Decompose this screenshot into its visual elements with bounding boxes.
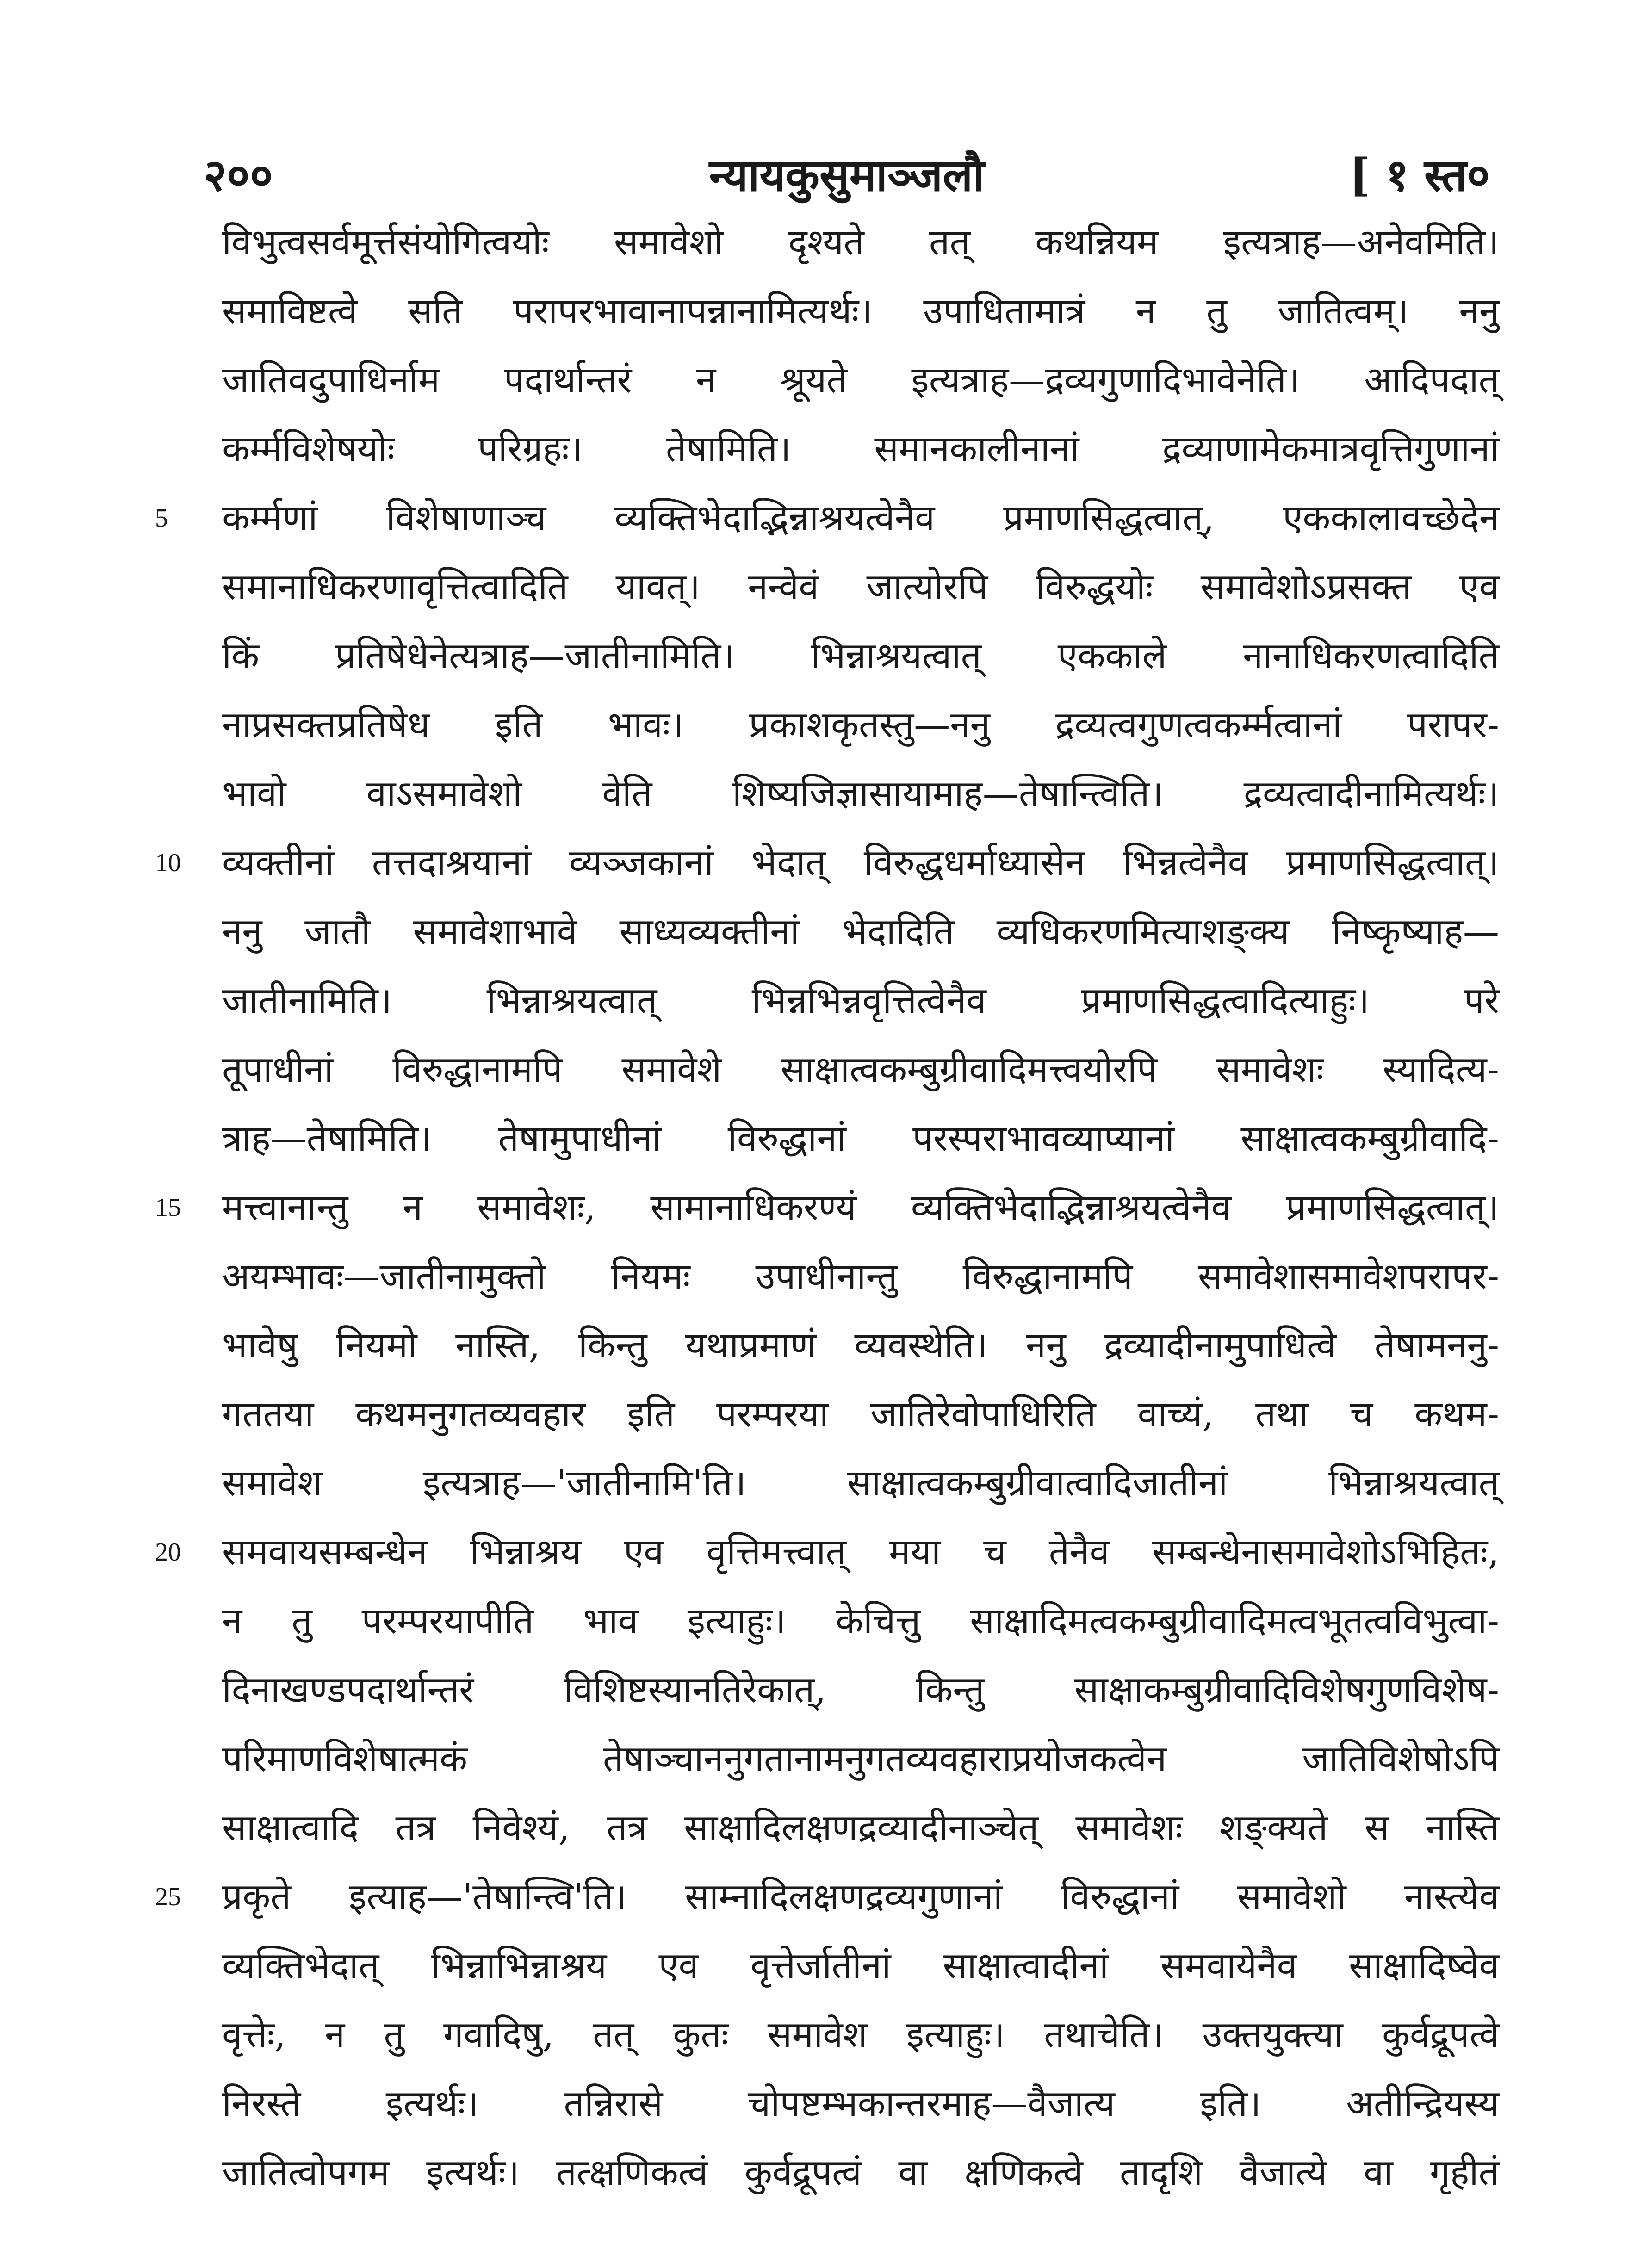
text-line: 5 कर्म्मणां विशेषाणाञ्च व्यक्तिभेदाद्भिन्नाश्रयत्वेनैव प्रमाणसिद्धत्वात्, एककालावच्छेदेन [222, 484, 1499, 553]
text-line: अयम्भावः—जातीनामुक्तो नियमः उपाधीनान्तु विरुद्धानामपि समावेशासमावेशपरापर- [222, 1256, 1499, 1297]
section-marker: [ १ स्त० [1349, 149, 1490, 201]
line-number: 5 [155, 504, 168, 533]
text-line: नाप्रसक्तप्रतिषेध इति भावः। प्रकाशकृतस्तु—ननु द्रव्यत्वगुणत्वकर्म्मत्वानां परापर- [222, 704, 1499, 746]
text-line: जातिवदुपाधिर्नाम पदार्थान्तरं न श्रूयते इत्यत्राह—द्रव्यगुणादिभावेनेति। आदिपदात् [222, 359, 1499, 401]
commentary-text [155, 208, 1499, 2207]
text-line: 15 मत्त्वानान्तु न समावेशः, सामानाधिकरण्यं व्यक्तिभेदाद्भिन्नाश्रयत्वेनैव प्रमाणसिद्धत्वात्। [222, 1173, 1499, 1242]
text-line: कर्म्मविशेषयोः परिग्रहः। तेषामिति। समानकालीनानां द्रव्याणामेकमात्रवृत्तिगुणानां [222, 428, 1499, 470]
text-line: समावेश इत्यत्राह—'जातीनामि'ति। साक्षात्वकम्बुग्रीवात्वादिजातीनां भिन्नाश्रयत्वात् [222, 1462, 1499, 1504]
text-line: व्यक्तिभेदात् भिन्नाभिन्नाश्रय एव वृत्तेर्जातीनां साक्षात्वादीनां समवायेनैव साक्षादिष्वेव [222, 1945, 1499, 1987]
text-line: जातीनामिति। भिन्नाश्रयत्वात् भिन्नभिन्नवृत्तित्वेनैव प्रमाणसिद्धत्वादित्याहुः। परे [222, 980, 1499, 1022]
text-line: 10 व्यक्तीनां तत्तदाश्रयानां व्यञ्जकानां भेदात् विरुद्धधर्माध्यासेन भिन्नत्वेनैव प्रमाणसिद्धत्वात्। [222, 829, 1499, 898]
text-line: न तु परम्परयापीति भाव इत्याहुः। केचित्तु साक्षादिमत्वकम्बुग्रीवादिमत्वभूतत्वविभुत्वा- [222, 1600, 1499, 1642]
text-line: निरस्ते इत्यर्थः। तन्निरासे चोपष्टम्भकान्तरमाह—वैजात्य इति। अतीन्द्रियस्य [222, 2083, 1499, 2125]
text-line: त्राह—तेषामिति। तेषामुपाधीनां विरुद्धानां परस्पराभावव्याप्यानां साक्षात्वकम्बुग्रीवादि- [222, 1118, 1499, 1159]
text-line: साक्षात्वादि तत्र निवेश्यं, तत्र साक्षादिलक्षणद्रव्यादीनाञ्चेत् समावेशः शङ्क्यते स नास्ति [222, 1807, 1499, 1849]
page-number: २०० [204, 149, 273, 201]
text-line: जातित्वोपगम इत्यर्थः। तत्क्षणिकत्वं कुर्वद्रूपत्वं वा क्षणिकत्वे तादृशि वैजात्ये वा गृहीतं [222, 2152, 1499, 2194]
text-line: भावो वाऽसमावेशो वेति शिष्यजिज्ञासायामाह—तेषान्त्विति। द्रव्यत्वादीनामित्यर्थः। [222, 773, 1499, 815]
text-line: तूपाधीनां विरुद्धानामपि समावेशे साक्षात्वकम्बुग्रीवादिमत्त्वयोरपि समावेशः स्यादित्य- [222, 1049, 1499, 1091]
text-line: वृत्तेः, न तु गवादिषु, तत् कुतः समावेश इत्याहुः। तथाचेति। उक्तयुक्त्या कुर्वद्रूपत्वे [222, 2014, 1499, 2056]
text-line: 25 प्रकृते इत्याह—'तेषान्त्वि'ति। साम्नादिलक्षणद्रव्यगुणानां विरुद्धानां समावेशो नास्त्येव [222, 1863, 1499, 1932]
text-line: परिमाणविशेषात्मकं तेषाञ्चाननुगतानामनुगतव्यवहाराप्रयोजकत्वेन जातिविशेषोऽपि [222, 1738, 1499, 1780]
text-line: ननु जातौ समावेशाभावे साध्यव्यक्तीनां भेदादिति व्यधिकरणमित्याशङ्क्य निष्कृष्याह— [222, 911, 1499, 953]
text-line: गततया कथमनुगतव्यवहार इति परम्परया जातिरेवोपाधिरिति वाच्यं, तथा च कथम- [222, 1394, 1499, 1435]
line-number: 15 [155, 1193, 181, 1222]
text-line: 20 समवायसम्बन्धेन भिन्नाश्रय एव वृत्तिमत्त्वात् मया च तेनैव सम्बन्धेनासमावेशोऽभिहितः, [222, 1518, 1499, 1587]
line-number: 25 [155, 1883, 181, 1911]
text-line: भावेषु नियमो नास्ति, किन्तु यथाप्रमाणं व्यवस्थेति। ननु द्रव्यादीनामुपाधित्वे तेषामननु- [222, 1325, 1499, 1366]
text-line: किं प्रतिषेधेनेत्यत्राह—जातीनामिति। भिन्नाश्रयत्वात् एककाले नानाधिकरणत्वादिति [222, 635, 1499, 677]
line-number: 20 [155, 1538, 181, 1567]
text-line: विभुत्वसर्वमूर्त्तसंयोगित्वयोः समावेशो दृश्यते तत् कथन्नियम इत्यत्राह—अनेवमिति। [222, 222, 1499, 263]
text-line: दिनाखण्डपदार्थान्तरं विशिष्टस्यानतिरेकात्, किन्तु साक्षाकम्बुग्रीवादिविशेषगुणविशेष- [222, 1669, 1499, 1711]
line-number: 10 [155, 849, 181, 877]
page-header [204, 125, 1490, 201]
running-title: न्यायकुसुमाञ्जलौ [709, 149, 985, 201]
text-line: समानाधिकरणावृत्तित्वादिति यावत्। नन्वेवं जात्योरपि विरुद्धयोः समावेशोऽप्रसक्त एव [222, 566, 1499, 608]
text-line: समाविष्टत्वे सति परापरभावानापन्नानामित्यर्थः। उपाधितामात्रं न तु जातित्वम्। ननु [222, 291, 1499, 332]
